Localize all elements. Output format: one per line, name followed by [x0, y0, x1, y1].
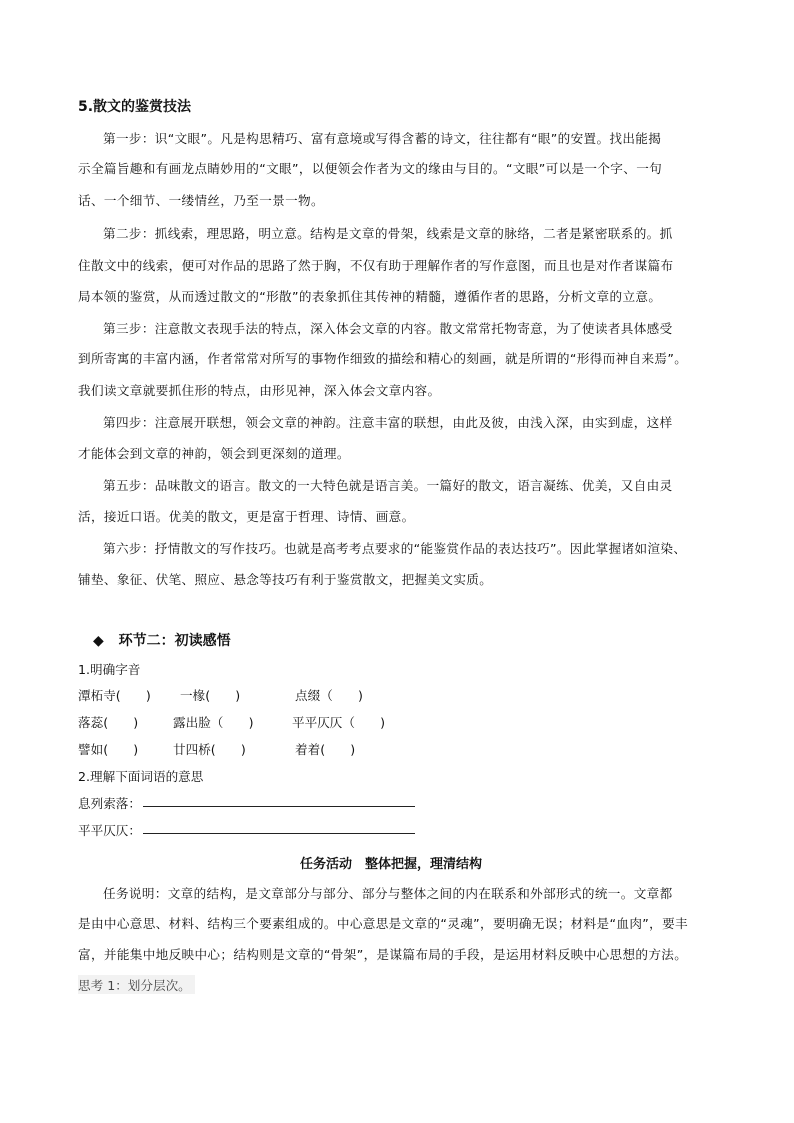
- paragraph-line: 第六步：抒情散文的写作技巧。也就是高考考点要求的“能鉴赏作品的表达技巧”。因此掌握诸如渲染、: [103, 541, 687, 556]
- paragraph-line: 住散文中的线索，便可对作品的思路了然于胸，不仅有助于理解作者的写作意图，而且也是对作者谋篇布: [78, 258, 674, 273]
- paragraph-line: 第三步：注意散文表现手法的特点，深入体会文章的内容。散文常常托物寄意，为了使读者具体感受: [103, 321, 673, 336]
- vocab-item: 一椽( ): [180, 688, 241, 703]
- question-title: 1.明确字音: [78, 662, 141, 677]
- paragraph-line: 富，并能集中地反映中心；结构则是文章的“骨架”，是谋篇布局的手段，是运用材料反映中心思想的方法。: [78, 947, 688, 962]
- answer-blank[interactable]: [143, 833, 415, 834]
- vocab-item: 平平仄仄（ ): [292, 715, 386, 730]
- vocab-item: 廿四桥( ): [173, 742, 246, 757]
- vocab-item: 着着( ): [295, 742, 356, 757]
- meaning-label: 息列索落：: [78, 796, 141, 811]
- section-heading-text: 环节二：初读感悟: [118, 633, 231, 649]
- vocab-item: 露出脸（ ): [173, 715, 254, 730]
- paragraph-line: 示全篇旨趣和有画龙点睛妙用的“文眼”，以便领会作者为文的缘由与目的。“文眼”可以是一个字、一句: [78, 161, 663, 176]
- paragraph-line: 第四步：注意展开联想，领会文章的神韵。注意丰富的联想，由此及彼，由浅入深，由实到虚，这样: [103, 415, 673, 430]
- paragraph-line: 铺垫、象征、伏笔、照应、悬念等技巧有利于鉴赏散文，把握美文实质。: [78, 572, 493, 587]
- paragraph-line: 我们读文章就要抓住形的特点，由形见神，深入体会文章内容。: [78, 383, 441, 398]
- section-heading: [93, 630, 231, 650]
- paragraph-line: 第二步：抓线索，理思路，明立意。结构是文章的骨架，线索是文章的脉络，二者是紧密联系的。抓: [103, 226, 673, 241]
- meaning-label: 平平仄仄：: [78, 823, 141, 838]
- vocab-item: 潭柘寺( ): [78, 688, 151, 703]
- paragraph-line: 才能体会到文章的神韵，领会到更深刻的道理。: [78, 446, 350, 461]
- paragraph-line: 话、一个细节、一缕情丝，乃至一景一物。: [78, 193, 324, 208]
- paragraph-line: 活，接近口语。优美的散文，更是富于哲理、诗情、画意。: [78, 509, 415, 524]
- section-title: 5.散文的鉴赏技法: [78, 99, 192, 115]
- vocab-item: 点缀（ ): [295, 688, 363, 703]
- answer-blank[interactable]: [143, 806, 415, 807]
- paragraph-line: 是由中心意思、材料、结构三个要素组成的。中心意思是文章的“灵魂”，要明确无误；材料是“血肉”，要丰: [78, 916, 688, 931]
- think-prompt: 思考 1：划分层次。: [78, 975, 195, 994]
- vocab-item: 譬如( ): [78, 742, 139, 757]
- question-title: 2.理解下面词语的意思: [78, 769, 204, 784]
- paragraph-line: 任务说明：文章的结构，是文章部分与部分、部分与整体之间的内在联系和外部形式的统一。文章都: [103, 886, 673, 901]
- task-title: 任务活动 整体把握，理清结构: [300, 857, 483, 872]
- paragraph-line: 局本领的鉴赏，从而透过散文的“形散”的表象抓住其传神的精髓，遵循作者的思路，分析文章的立意。: [78, 289, 662, 304]
- vocab-item: 落蕊( ): [78, 715, 139, 730]
- paragraph-line: 第五步：品味散文的语言。散文的一大特色就是语言美。一篇好的散文，语言凝练、优美，又自由灵: [103, 478, 673, 493]
- paragraph-line: 第一步：识“文眼”。凡是构思精巧、富有意境或写得含蓄的诗文，往往都有“眼”的安置。找出能揭: [103, 131, 662, 146]
- paragraph-line: 到所寄寓的丰富内涵，作者常常对所写的事物作细致的描绘和精心的刻画，就是所谓的“形得而神自来焉”。: [78, 351, 688, 366]
- diamond-bullet-icon: ◆: [93, 633, 104, 649]
